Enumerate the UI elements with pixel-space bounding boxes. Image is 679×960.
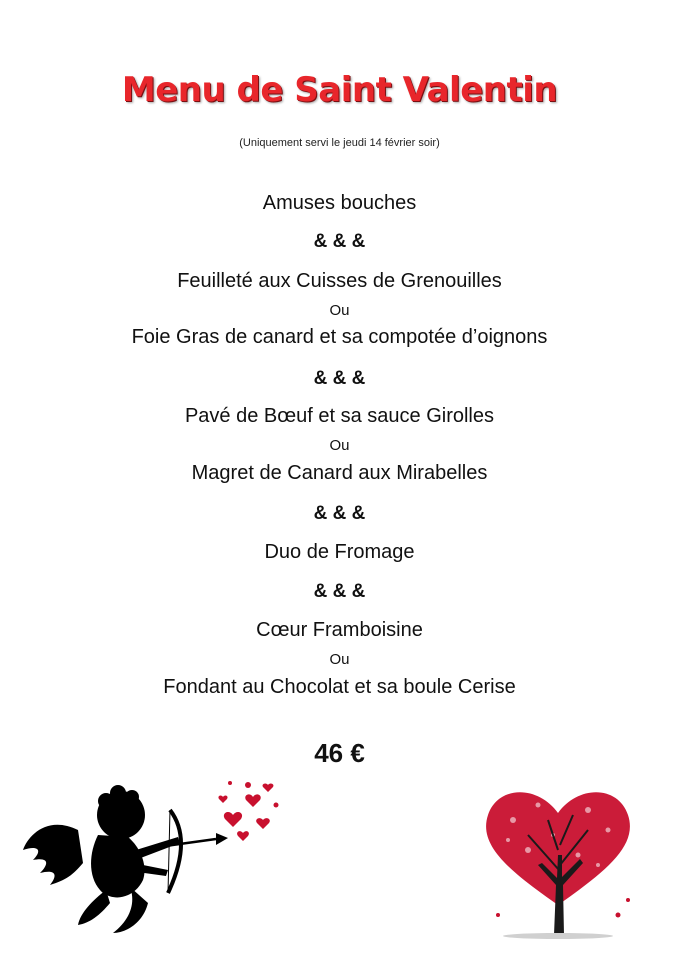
heart-tree-illustration <box>468 775 648 940</box>
separator: & & & <box>313 581 366 602</box>
entree-option-1: Feuilleté aux Cuisses de Grenouilles <box>177 270 502 292</box>
entree-option-2: Foie Gras de canard et sa compotée d’oignons <box>131 326 548 348</box>
separator: & & & <box>313 503 366 524</box>
or-label: Ou <box>329 651 350 668</box>
cupid-illustration <box>18 775 283 940</box>
menu-price: 46 € <box>314 738 365 768</box>
or-label: Ou <box>329 302 350 319</box>
separator: & & & <box>313 231 366 252</box>
dessert-option-2: Fondant au Chocolat et sa boule Cerise <box>163 676 516 698</box>
or-label: Ou <box>329 437 350 454</box>
menu-title: Menu de Saint Valentin <box>121 70 558 110</box>
dessert-option-1: Cœur Framboisine <box>256 619 423 641</box>
course-amuses: Amuses bouches <box>262 192 417 214</box>
separator: & & & <box>313 368 366 389</box>
plat-option-1: Pavé de Bœuf et sa sauce Girolles <box>184 405 495 427</box>
menu-subtitle: (Uniquement servi le jeudi 14 février soir) <box>239 137 440 149</box>
plat-option-2: Magret de Canard aux Mirabelles <box>191 462 488 484</box>
course-fromage: Duo de Fromage <box>264 541 415 563</box>
